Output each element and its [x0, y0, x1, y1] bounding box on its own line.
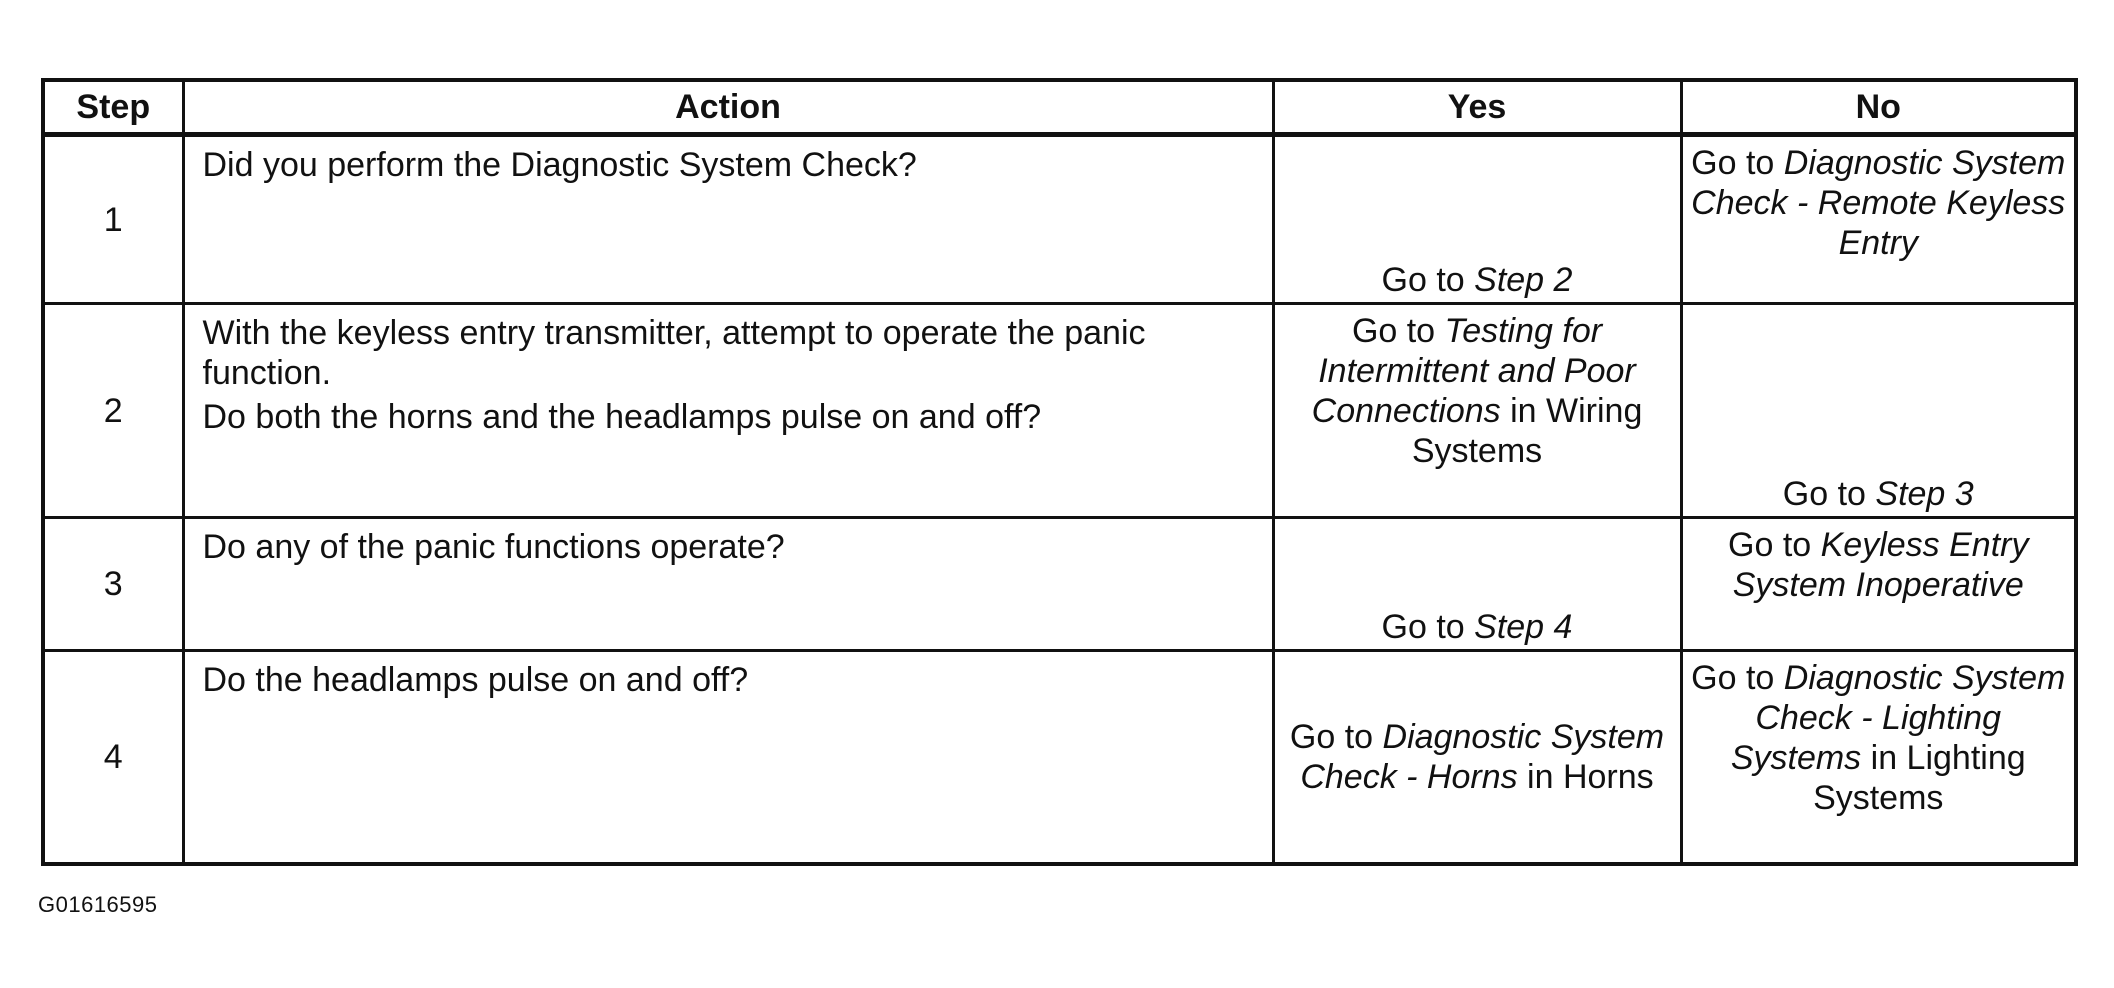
- header-row: [43, 80, 2076, 135]
- yes-cell: [1273, 304, 1681, 518]
- no-cell: [1681, 650, 2076, 864]
- no-step-link[interactable]: Step 3: [1875, 475, 1974, 514]
- yes-prefix: Go to: [1381, 607, 1475, 646]
- yes-cell: [1273, 135, 1681, 304]
- action-cell: [183, 650, 1273, 864]
- yes-step-link[interactable]: Step 4: [1474, 607, 1573, 646]
- action-text: With the keyless entry transmitter, attempt to operate the panic function.: [202, 314, 1146, 393]
- yes-reference-link[interactable]: Diagnostic System Check - Horns: [1300, 717, 1665, 796]
- action-text: Did you perform the Diagnostic System Check?: [202, 146, 917, 184]
- yes-prefix: Go to: [1351, 312, 1445, 351]
- header-action: Action: [183, 80, 1273, 135]
- no-prefix: Go to: [1782, 475, 1876, 514]
- action-text: Do any of the panic functions operate?: [202, 528, 785, 567]
- no-cell: [1681, 518, 2076, 650]
- action-cell: [183, 135, 1273, 304]
- step-number: 2: [43, 304, 183, 518]
- diagnostic-table: [41, 78, 2078, 866]
- yes-suffix: in Wiring Systems: [1411, 392, 1643, 471]
- yes-prefix: Go to: [1289, 717, 1383, 756]
- yes-step-link[interactable]: Step 2: [1474, 261, 1573, 300]
- figure-id: G01616595: [38, 892, 158, 917]
- action-question: Do both the horns and the headlamps pulse on and off?: [202, 398, 1042, 437]
- action-cell: [183, 518, 1273, 650]
- step-number: 3: [43, 518, 183, 650]
- action-text: Do the headlamps pulse on and off?: [202, 660, 749, 699]
- no-suffix: in Lighting Systems: [1813, 738, 2026, 817]
- no-prefix: Go to: [1728, 526, 1821, 565]
- no-cell: [1681, 135, 2076, 304]
- no-reference-link[interactable]: Keyless Entry System Inoperative: [1732, 526, 2029, 605]
- step-number: 4: [43, 650, 183, 864]
- no-prefix: Go to: [1691, 144, 1784, 182]
- table-row: [43, 135, 2076, 304]
- no-reference-link[interactable]: Diagnostic System Check - Lighting Systems: [1730, 658, 2066, 777]
- yes-suffix: in Horns: [1517, 757, 1654, 796]
- header-no: No: [1681, 80, 2076, 135]
- yes-cell: [1273, 650, 1681, 864]
- no-prefix: Go to: [1691, 658, 1784, 697]
- yes-prefix: Go to: [1381, 261, 1475, 300]
- table-row: [43, 518, 2076, 650]
- yes-cell: [1273, 518, 1681, 650]
- no-cell: [1681, 304, 2076, 518]
- table-row: [43, 304, 2076, 518]
- yes-reference-link[interactable]: Testing for Intermittent and Poor Connections: [1311, 312, 1636, 431]
- header-yes: Yes: [1273, 80, 1681, 135]
- header-step: Step: [43, 80, 183, 135]
- no-reference-link[interactable]: Diagnostic System Check - Remote Keyless Entry: [1691, 144, 2066, 262]
- action-cell: [183, 304, 1273, 518]
- step-number: 1: [43, 135, 183, 304]
- table-row: [43, 650, 2076, 864]
